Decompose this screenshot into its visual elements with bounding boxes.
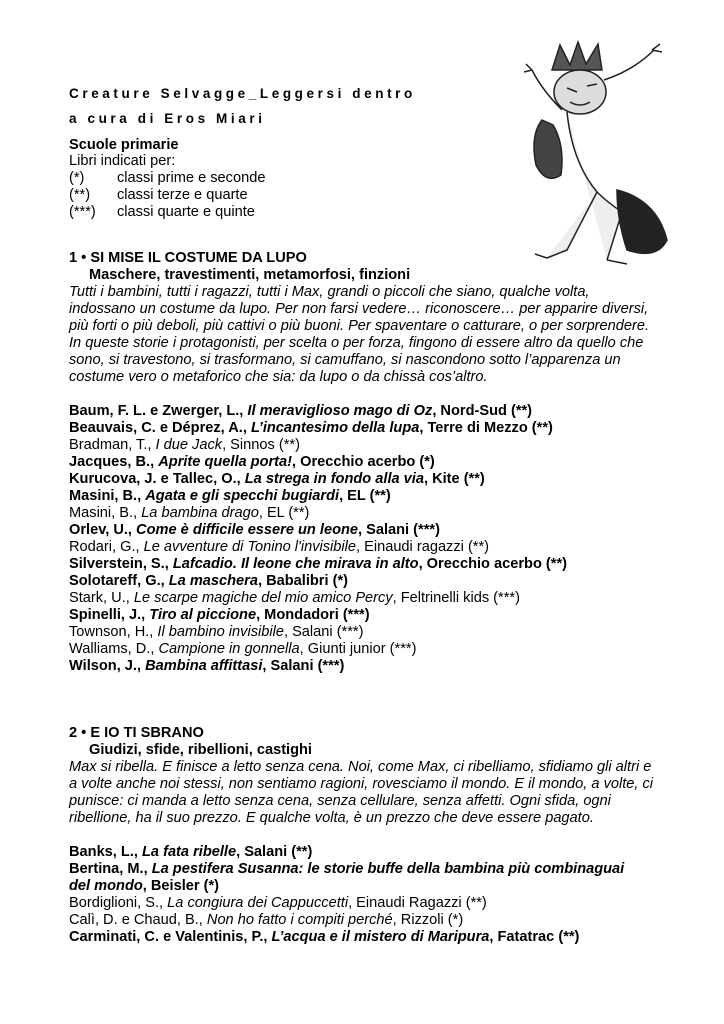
book-author: Masini, B.,: [69, 488, 146, 504]
section-subtitle: Giudizi, sfide, ribellioni, castighi: [89, 742, 312, 758]
book-author: Kurucova, J. e Tallec, O.,: [69, 471, 245, 487]
book-entry: [69, 471, 649, 488]
book-author: Bordiglioni, S.,: [69, 895, 168, 911]
book-publisher: , Giunti junior (***): [299, 641, 417, 657]
book-entry: [69, 658, 649, 675]
book-title: Il bambino invisibile: [157, 624, 284, 640]
document-title: Creature Selvagge_Leggersi dentro: [69, 86, 416, 101]
legend-list: [69, 170, 265, 221]
legend-row: [69, 170, 265, 187]
school-level: Scuole primarie: [69, 137, 179, 153]
book-publisher: , Terre di Mezzo (**): [419, 420, 553, 436]
book-entry: [69, 641, 649, 658]
book-author: Walliams, D.,: [69, 641, 159, 657]
book-author: Masini, B.,: [69, 505, 142, 521]
book-title: La bambina drago: [141, 505, 259, 521]
section-text: Tutti i bambini, tutti i ragazzi, tutti i Max, grandi o piccoli che siano, qualche volta, indossano un costume da lupo. Per non farsi vedere… riconoscere… per apparire diversi, più forti o più deboli, più cattivi o più buoni. Per spaventare o catturare, o per sorprendere. In queste storie i protagonisti, per scelta o per forza, fingono di essere altro da quello che sono, si travestono, si trasformano, si camuffano, si nascondono sotto l’apparenza un costume vero o metaforico che sia: da lupo o da chissà cos’altro.: [69, 284, 650, 385]
book-entry: [69, 912, 649, 929]
book-title: La pestifera Susanna: le storie buffe della bambina più combinaguai del mondo: [69, 861, 625, 894]
book-publisher: , Feltrinelli kids (***): [392, 590, 520, 606]
book-entry: [69, 437, 649, 454]
book-title: Le avventure di Tonino l'invisibile: [143, 539, 356, 555]
book-author: Jacques, B.,: [69, 454, 159, 470]
book-entry: [69, 403, 649, 420]
book-publisher: , Orecchio acerbo (**): [418, 556, 567, 572]
book-title: La maschera: [168, 573, 258, 589]
book-author: Stark, U.,: [69, 590, 134, 606]
book-entry: [69, 624, 649, 641]
book-author: Wilson, J.,: [69, 658, 146, 674]
book-title: Campione in gonnella: [158, 641, 300, 657]
book-entry: [69, 895, 649, 912]
book-entry: [69, 573, 649, 590]
book-publisher: , Einaudi ragazzi (**): [356, 539, 490, 555]
legend-label: classi terze e quarte: [117, 187, 248, 203]
section-text: Max si ribella. E finisce a letto senza cena. Noi, come Max, ci ribelliamo, sfidiamo gli altri e a volte anche noi stessi, non sentiamo ragioni, rovesciamo il mondo. E il mondo, a volte, ci punisce: ci manda a letto senza cena, senza cellulare, senza affetti. Ogni sfida, ogni ribellione, ha il suo prezzo. E qualche volta, è un prezzo che deve essere pagato.: [69, 759, 654, 826]
book-author: Carminati, C. e Valentinis, P.,: [69, 929, 272, 945]
book-entry: [69, 522, 649, 539]
legend-row: [69, 187, 265, 204]
book-author: Bradman, T.,: [69, 437, 156, 453]
legend-intro: Libri indicati per:: [69, 153, 176, 169]
book-entry: [69, 844, 649, 861]
wild-thing-illustration: [512, 40, 692, 272]
book-author: Calì, D. e Chaud, B.,: [69, 912, 207, 928]
legend-row: [69, 204, 265, 221]
book-author: Banks, L.,: [69, 844, 142, 860]
book-entry: [69, 929, 649, 946]
book-publisher: , Kite (**): [423, 471, 485, 487]
book-entry: [69, 539, 649, 556]
book-author: Orlev, U.,: [69, 522, 137, 538]
book-publisher: , Beisler (*): [142, 878, 220, 894]
book-publisher: , Rizzoli (*): [392, 912, 464, 928]
book-publisher: , Babalibri (*): [257, 573, 348, 589]
section-2: [69, 725, 659, 946]
book-author: Solotareff, G.,: [69, 573, 169, 589]
book-publisher: , Einaudi Ragazzi (**): [348, 895, 487, 911]
section-1: [69, 250, 659, 675]
book-title: L’acqua e il mistero di Maripura: [271, 929, 490, 945]
book-title: I due Jack: [155, 437, 223, 453]
book-entry: [69, 505, 649, 522]
book-entry: [69, 420, 649, 437]
book-publisher: , EL (**): [339, 488, 391, 504]
book-title: Come è difficile essere un leone: [136, 522, 359, 538]
book-author: Bertina, M.,: [69, 861, 152, 877]
book-title: Bambina affittasi: [145, 658, 263, 674]
book-title: La congiura dei Cappuccetti: [167, 895, 349, 911]
book-title: La fata ribelle: [142, 844, 237, 860]
book-title: Aprite quella porta!: [158, 454, 293, 470]
legend-label: classi prime e seconde: [117, 170, 266, 186]
book-publisher: , Salani (***): [283, 624, 364, 640]
book-author: Silverstein, S.,: [69, 556, 173, 572]
book-publisher: , Fatatrac (**): [489, 929, 580, 945]
book-list: [69, 844, 659, 946]
book-publisher: , Sinnos (**): [222, 437, 300, 453]
book-publisher: , Mondadori (***): [256, 607, 370, 623]
book-title: Agata e gli specchi bugiardi: [145, 488, 340, 504]
curator-line: a cura di Eros Miari: [69, 111, 266, 126]
book-publisher: , Nord-Sud (**): [432, 403, 533, 419]
book-author: Spinelli, J.,: [69, 607, 150, 623]
book-publisher: , Salani (***): [262, 658, 345, 674]
book-title: Non ho fatto i compiti perché: [206, 912, 393, 928]
book-entry: [69, 556, 649, 573]
book-entry: [69, 590, 649, 607]
book-entry: [69, 861, 649, 895]
book-title: Il meraviglioso mago di Oz: [247, 403, 433, 419]
book-title: La strega in fondo alla via: [244, 471, 424, 487]
book-author: Beauvais, C. e Déprez, A.,: [69, 420, 251, 436]
book-author: Townson, H.,: [69, 624, 158, 640]
book-entry: [69, 607, 649, 624]
book-publisher: , Salani (**): [236, 844, 313, 860]
book-publisher: , Salani (***): [358, 522, 440, 538]
legend-key: (*): [69, 170, 85, 186]
legend-key: (***): [69, 204, 96, 220]
book-publisher: , Orecchio acerbo (*): [292, 454, 435, 470]
section-subtitle: Maschere, travestimenti, metamorfosi, finzioni: [89, 267, 411, 283]
book-title: Lafcadio. Il leone che mirava in alto: [172, 556, 419, 572]
book-author: Baum, F. L. e Zwerger, L.,: [69, 403, 248, 419]
section-heading: 2 • E IO TI SBRANO: [69, 725, 204, 741]
legend-key: (**): [69, 187, 91, 203]
section-heading: 1 • SI MISE IL COSTUME DA LUPO: [69, 250, 307, 266]
book-publisher: , EL (**): [258, 505, 310, 521]
legend-label: classi quarte e quinte: [117, 204, 255, 220]
book-entry: [69, 454, 649, 471]
book-entry: [69, 488, 649, 505]
book-title: Le scarpe magiche del mio amico Percy: [133, 590, 393, 606]
book-title: Tiro al piccione: [149, 607, 257, 623]
book-list: [69, 403, 659, 675]
book-author: Rodari, G.,: [69, 539, 144, 555]
book-title: L’incantesimo della lupa: [250, 420, 420, 436]
